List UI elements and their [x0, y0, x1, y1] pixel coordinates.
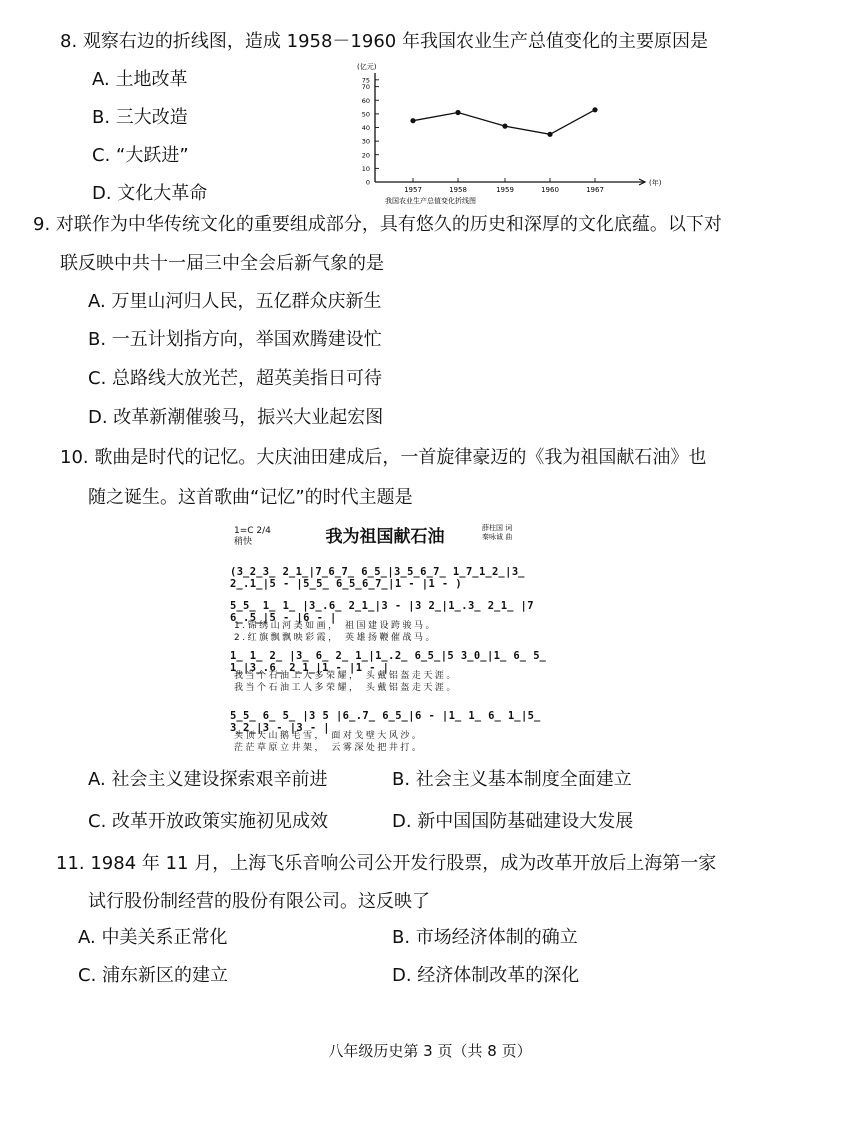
score-lyrics-2: 2.红旗飘飘映彩霞， 英雄扬鞭催战马。 [234, 633, 437, 643]
q8-stem: 8. 观察右边的折线图，造成 1958－1960 年我国农业生产总值变化的主要原因是 [60, 31, 708, 52]
y-tick-label: 70 [361, 83, 370, 92]
q8-option-a: A. 土地改革 [92, 69, 188, 90]
q9-option-b: B. 一五计划指方向，举国欢腾建设忙 [88, 329, 382, 350]
score-notes-line2: 5̲5̲ 1̲ 1̲ |3̲.6̲ 2̲1̲|3 - |3 2̲|1̲.3̲ 2̲1̲ |7 6̲.5̲|5 - |6 - | [230, 600, 534, 624]
x-tick-label: 1958 [449, 186, 467, 194]
q11-option-b: B. 市场经济体制的确立 [392, 927, 578, 948]
q9-option-a: A. 万里山河归人民，五亿群众庆新生 [88, 291, 382, 312]
q11-option-d: D. 经济体制改革的深化 [392, 965, 580, 986]
q9-option-c: C. 总路线大放光芒，超英美指日可待 [88, 368, 383, 389]
q11-option-a: A. 中美关系正常化 [78, 927, 228, 948]
score-lyrics-6: 茫茫草原立井架， 云雾深处把井打。 [234, 743, 424, 753]
data-point [502, 124, 507, 129]
y-tick-label: 40 [361, 124, 370, 132]
y-tick-label: 0 [365, 178, 370, 187]
score-lyrics-4: 我当个石油工人多荣耀， 头戴铝盔走天涯。 [234, 683, 458, 693]
page-footer: 八年级历史第 3 页（共 8 页） [328, 1042, 532, 1060]
q8-option-b: B. 三大改造 [92, 107, 188, 128]
q11-stem-line2: 试行股份制经营的股份有限公司。这反映了 [88, 891, 430, 912]
y-tick-label: 60 [361, 96, 370, 105]
q10-stem-line2: 随之诞生。这首歌曲“记忆”的时代主题是 [88, 487, 413, 508]
score-title: 我为祖国献石油 [325, 527, 445, 547]
score-notes-line4: 5̲5̲ 6̲ 5̲ |3 5 |6̲.7̲ 6̲5̲|6 - |1̲ 1̲ 6̲ 1̲|5̲ 3̲2̲|3 - |3 - | [230, 710, 541, 734]
score-tempo: 稍快 [234, 537, 253, 547]
score-key [234, 526, 271, 548]
y-tick-label: 10 [361, 164, 370, 173]
q11-option-c: C. 浦东新区的建立 [78, 965, 229, 986]
q10-option-b: B. 社会主义基本制度全面建立 [392, 769, 632, 790]
y-axis-label: (亿元) [357, 63, 377, 71]
q9-stem-line2: 联反映中共十一届三中全会后新气象的是 [60, 253, 384, 274]
data-point [455, 110, 460, 115]
q10-stem-line1: 10. 歌曲是时代的记忆。大庆油田建成后，一首旋律豪迈的《我为祖国献石油》也 [60, 447, 707, 468]
x-tick-label: 1960 [541, 186, 559, 194]
y-tick-label: 30 [361, 137, 370, 146]
y-tick-label: 20 [361, 151, 370, 160]
x-tick-label: 1957 [404, 186, 422, 194]
series-line [413, 110, 595, 135]
q11-stem-line1: 11. 1984 年 11 月，上海飞乐音响公司公开发行股票，成为改革开放后上海第一家 [56, 853, 717, 874]
data-point [592, 107, 597, 112]
score-lyrics-5: 头顶天山鹅毛雪， 面对戈壁大风沙。 [234, 731, 424, 741]
q8-option-d: D. 文化大革命 [92, 183, 208, 204]
q9-option-d: D. 改革新潮催骏马，振兴大业起宏图 [88, 407, 384, 428]
y-tick-label: 75 [361, 76, 370, 85]
score-composer: 薛柱国 词 秦咏诚 曲 [482, 524, 513, 541]
data-point [410, 118, 415, 123]
q9-stem-line1: 9. 对联作为中华传统文化的重要组成部分，具有悠久的历史和深厚的文化底蕴。以下对 [33, 214, 722, 235]
score-notes-line3: 1̲ 1̲ 2̲ |3̲ 6̲ 2̲ 1̲|1̲.2̲ 6̲5̲|5 3̲0̲|1̲ 6̲ 5̲ 1̲|3̲.6̲ 2̲1̲|1 - |1 - | [230, 650, 547, 674]
x-tick-label: 1967 [586, 186, 604, 194]
song-score [220, 522, 550, 762]
agri-output-line-chart [345, 55, 665, 207]
q10-option-c: C. 改革开放政策实施初见成效 [88, 811, 329, 832]
y-tick-label: 50 [361, 110, 370, 119]
q10-option-d: D. 新中国国防基础建设大发展 [392, 811, 634, 832]
q10-option-a: A. 社会主义建设探索艰辛前进 [88, 769, 328, 790]
score-notes-line1: (3̲2̲3̲ 2̲1̲|7̲6̲7̲ 6̲5̲|3̲5̲6̲7̲ 1̲7̲1̲2̲|3̲ 2̲.1̲|5 - |5̲5̲ 6̲5̲6̲7̲|1 - |1 - ) [230, 566, 525, 590]
x-tick-label: 1959 [496, 186, 514, 194]
score-key-signature: 1=C 2/4 [234, 526, 271, 536]
score-lyrics-1: 1.锦绣山河美如画， 祖国建设跨骏马。 [234, 621, 437, 631]
q8-option-c: C. “大跃进” [92, 145, 189, 166]
score-lyrics-3: 我当个石油工人多荣耀， 头戴铝盔走天涯。 [234, 671, 458, 681]
chart-caption: 我国农业生产总值变化折线图 [385, 197, 476, 205]
x-axis-label: (年) [649, 179, 662, 187]
data-point [547, 132, 552, 137]
